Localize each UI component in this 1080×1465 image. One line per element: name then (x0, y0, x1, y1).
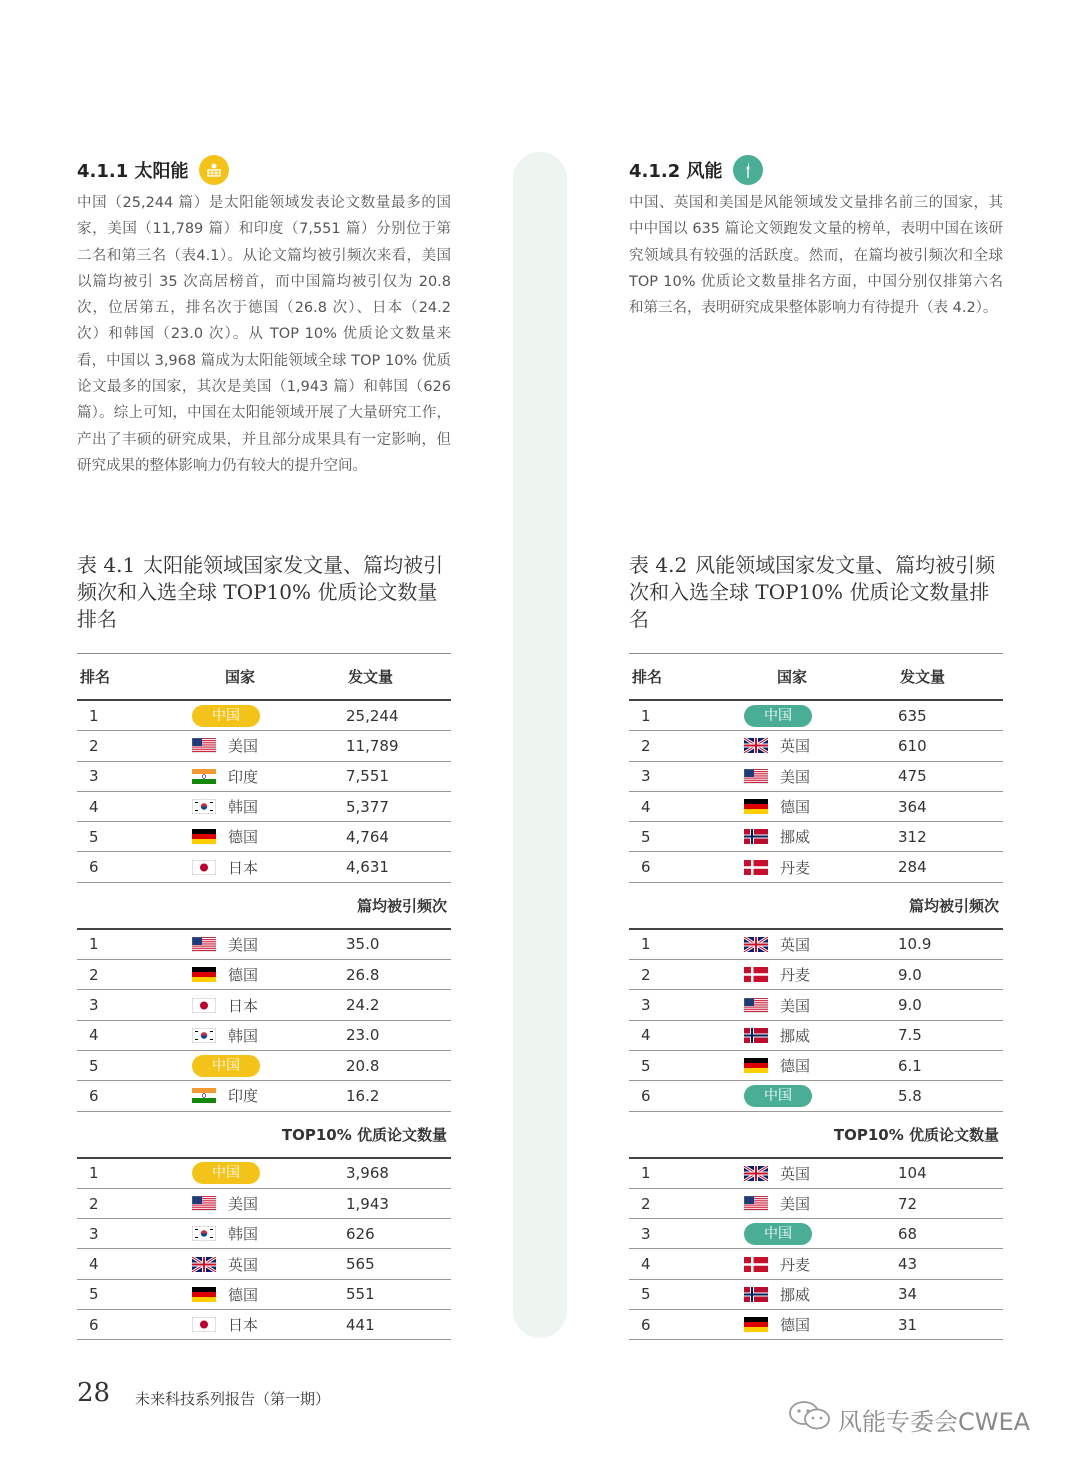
table-row (77, 1280, 451, 1310)
country-cell (192, 1025, 332, 1046)
group-header: TOP10% 优质论文数量 (77, 1112, 451, 1159)
table-header (629, 653, 1003, 701)
value-cell: 7,551 (346, 767, 389, 786)
country-cell (192, 1314, 332, 1335)
flag-de-icon (192, 829, 216, 844)
table-row (629, 1310, 1003, 1340)
country-name: 美国 (228, 737, 259, 756)
country-name: 挪威 (780, 1026, 811, 1045)
table-row (629, 990, 1003, 1020)
header-count: 发文量 (347, 668, 393, 686)
flag-kr-icon (192, 1028, 216, 1043)
country-cell (744, 705, 884, 727)
country-name: 日本 (228, 996, 259, 1015)
flag-kr-icon (192, 1226, 216, 1241)
value-cell: 284 (898, 858, 927, 877)
flag-no-icon (744, 829, 768, 844)
country-name: 英国 (780, 737, 811, 756)
rank-cell: 4 (89, 1255, 99, 1274)
rank-cell: 6 (641, 1315, 651, 1334)
table-row (629, 1051, 1003, 1081)
value-cell: 26.8 (346, 965, 380, 984)
section-title: 4.1.1 太阳能 (77, 161, 189, 182)
flag-de-icon (744, 1058, 768, 1073)
rank-cell: 3 (89, 996, 99, 1015)
rank-cell: 3 (641, 996, 651, 1015)
country-cell (744, 826, 884, 847)
table-row (629, 701, 1003, 731)
solar-ranking-table (77, 653, 451, 1340)
country-name: 韩国 (228, 1225, 259, 1244)
country-cell (744, 1314, 884, 1335)
value-cell: 20.8 (346, 1056, 380, 1075)
country-name: 日本 (228, 1316, 259, 1335)
section-header (629, 150, 1003, 190)
rank-cell: 5 (89, 827, 99, 846)
table-row (77, 762, 451, 792)
country-name: 德国 (228, 828, 259, 847)
header-count: 发文量 (899, 668, 945, 686)
country-cell (192, 1085, 332, 1106)
country-name: 德国 (780, 1316, 811, 1335)
country-name: 美国 (780, 996, 811, 1015)
country-name: 德国 (228, 1285, 259, 1304)
table-row (629, 792, 1003, 822)
rank-cell: 3 (641, 767, 651, 786)
rank-cell: 6 (641, 858, 651, 877)
table-row (77, 1189, 451, 1219)
country-name: 德国 (228, 966, 259, 985)
value-cell: 35.0 (346, 935, 380, 954)
rank-cell: 1 (89, 935, 99, 954)
country-cell (192, 995, 332, 1016)
value-cell: 72 (898, 1194, 918, 1213)
flag-gb-icon (744, 937, 768, 952)
rank-cell: 1 (89, 1164, 99, 1183)
country-cell (192, 1193, 332, 1214)
flag-us-icon (192, 937, 216, 952)
country-cell (192, 766, 332, 787)
value-cell: 4,764 (346, 827, 389, 846)
country-name: 美国 (228, 1195, 259, 1213)
value-cell: 24.2 (346, 996, 380, 1015)
table-row (629, 1280, 1003, 1310)
country-cell (192, 964, 332, 985)
value-cell: 25,244 (346, 706, 399, 725)
rank-cell: 6 (89, 858, 99, 877)
rank-cell: 2 (641, 736, 651, 755)
table-title: 太阳能领域国家发文量、篇均被引频次和入选全球 TOP10% 优质论文数量排名 (77, 553, 444, 631)
country-cell (744, 735, 884, 756)
country-cell (744, 1163, 884, 1184)
table-row (77, 701, 451, 731)
value-cell: 610 (898, 736, 927, 755)
country-name: 美国 (780, 1195, 811, 1213)
value-cell: 5,377 (346, 797, 389, 816)
rank-cell: 2 (641, 1194, 651, 1213)
rank-cell: 6 (89, 1315, 99, 1334)
rank-cell: 3 (89, 1224, 99, 1243)
value-cell: 441 (346, 1315, 375, 1334)
wind-turbine-icon (733, 155, 763, 185)
value-cell: 7.5 (898, 1026, 922, 1045)
wind-section (629, 150, 1003, 336)
header-rank: 排名 (80, 668, 111, 686)
table-row (77, 930, 451, 960)
watermark-text: 风能专委会CWEA (838, 1407, 1031, 1436)
table-row (629, 1249, 1003, 1279)
group-header: 篇均被引频次 (77, 883, 451, 930)
country-cell (744, 1193, 884, 1214)
country-highlight-cn: 中国 (744, 1223, 812, 1245)
rank-cell: 5 (641, 1285, 651, 1304)
value-cell: 5.8 (898, 1086, 922, 1105)
value-cell: 364 (898, 797, 927, 816)
value-cell: 4,631 (346, 858, 389, 877)
country-name: 丹麦 (780, 858, 811, 877)
page-number: 28 (77, 1378, 111, 1408)
table-row (77, 960, 451, 990)
rank-cell: 5 (641, 1056, 651, 1075)
value-cell: 11,789 (346, 736, 399, 755)
table-row (77, 792, 451, 822)
country-cell (192, 1055, 332, 1077)
value-cell: 43 (898, 1255, 918, 1274)
flag-de-icon (192, 1287, 216, 1302)
country-name: 英国 (228, 1255, 259, 1274)
rank-cell: 4 (89, 1026, 99, 1045)
table-row (77, 1051, 451, 1081)
flag-dk-icon (744, 967, 768, 982)
country-cell (192, 934, 332, 955)
watermark (788, 1400, 1030, 1438)
table-row (629, 1159, 1003, 1189)
flag-de-icon (744, 1317, 768, 1332)
value-cell: 68 (898, 1224, 918, 1243)
flag-de-icon (192, 967, 216, 982)
country-name: 德国 (780, 798, 811, 817)
table-row (77, 990, 451, 1020)
country-highlight-cn: 中国 (192, 1162, 260, 1184)
country-cell (744, 766, 884, 787)
country-name: 丹麦 (780, 966, 811, 985)
table-row (77, 1249, 451, 1279)
value-cell: 1,943 (346, 1194, 389, 1213)
country-name: 印度 (228, 767, 259, 786)
value-cell: 475 (898, 767, 927, 786)
value-cell: 34 (898, 1285, 918, 1304)
value-cell: 31 (898, 1315, 918, 1334)
table-row (77, 1081, 451, 1111)
flag-gb-icon (192, 1257, 216, 1272)
wechat-icon (788, 1400, 832, 1438)
table-row (629, 960, 1003, 990)
section-body: 中国、英国和美国是风能领域发文量排名前三的国家，其中中国以 635 篇论文领跑发文量的榜单，表明中国在该研究领域具有较强的活跃度。然而，在篇均被引频次和全球 TOP 10% 优质论文数量排名方面，中国分别仅排第六名和第三名，表明研究成果整体影响力有待提升（表 4.2）。 (629, 195, 1003, 317)
rank-cell: 4 (641, 797, 651, 816)
table-row (629, 762, 1003, 792)
table-number: 表 4.1 (77, 553, 136, 577)
value-cell: 16.2 (346, 1086, 380, 1105)
rank-cell: 4 (641, 1255, 651, 1274)
rank-cell: 1 (641, 935, 651, 954)
value-cell: 104 (898, 1164, 927, 1183)
country-name: 韩国 (228, 1026, 259, 1045)
value-cell: 9.0 (898, 996, 922, 1015)
table-row (629, 852, 1003, 882)
table-row (77, 1310, 451, 1340)
country-cell (192, 796, 332, 817)
rank-cell: 2 (89, 965, 99, 984)
flag-us-icon (744, 769, 768, 784)
country-cell (744, 796, 884, 817)
value-cell: 23.0 (346, 1026, 380, 1045)
value-cell: 3,968 (346, 1164, 389, 1183)
solar-panel-icon (199, 155, 229, 185)
report-title: 未来科技系列报告（第一期） (135, 1390, 331, 1408)
rank-cell: 5 (89, 1056, 99, 1075)
value-cell: 10.9 (898, 935, 932, 954)
country-cell (744, 1025, 884, 1046)
flag-us-icon (744, 1196, 768, 1211)
section-body: 中国（25,244 篇）是太阳能领域发表论文数量最多的国家，美国（11,789 篇）和印度（7,551 篇）分别位于第二名和第三名（表4.1）。从论文篇均被引频次来看，美国以篇均被引 35 次高居榜首，而中国篇均被引仅为 20.8 次，位居第五，排名次于德国（26.8 次）、日本（24.2 次）和韩国（23.0 次）。从 TOP 10% 优质论文数量来看，中国以 3,968 篇成为太阳能领域全球 TOP 10% 优质论文最多的国家，其次是美国（1,943 篇）和韩国（626 篇）。综上可知，中国在太阳能领域开展了大量研究工作，产出了丰硕的研究成果，并且部分成果具有一定影响，但研究成果的整体影响力仍有较大的提升空间。 (77, 195, 451, 474)
country-cell (744, 995, 884, 1016)
country-cell (192, 705, 332, 727)
country-cell (744, 1223, 884, 1245)
flag-gb-icon (744, 1166, 768, 1181)
table-row (629, 822, 1003, 852)
table-row (629, 731, 1003, 761)
country-highlight-cn: 中国 (744, 1085, 812, 1107)
country-cell (744, 1085, 884, 1107)
flag-kr-icon (192, 799, 216, 814)
value-cell: 635 (898, 706, 927, 725)
table-caption (629, 552, 1003, 633)
value-cell: 312 (898, 827, 927, 846)
country-name: 韩国 (228, 798, 259, 817)
table-row (629, 930, 1003, 960)
table-row (629, 1219, 1003, 1249)
rank-cell: 4 (89, 797, 99, 816)
flag-gb-icon (744, 738, 768, 753)
table-row (77, 731, 451, 761)
table-number: 表 4.2 (629, 553, 688, 577)
group-header: TOP10% 优质论文数量 (629, 1112, 1003, 1159)
value-cell: 6.1 (898, 1056, 922, 1075)
wind-ranking-table (629, 653, 1003, 1340)
country-name: 美国 (780, 767, 811, 786)
country-name: 德国 (780, 1057, 811, 1076)
country-cell (744, 1055, 884, 1076)
rank-cell: 2 (89, 736, 99, 755)
country-cell (744, 964, 884, 985)
flag-jp-icon (192, 998, 216, 1013)
table-row (77, 852, 451, 882)
table-header (77, 653, 451, 701)
header-country: 国家 (776, 668, 807, 686)
country-cell (192, 735, 332, 756)
solar-section (77, 150, 451, 494)
rank-cell: 5 (641, 827, 651, 846)
table-row (629, 1021, 1003, 1051)
flag-de-icon (744, 799, 768, 814)
header-country: 国家 (224, 668, 255, 686)
country-name: 英国 (780, 935, 811, 954)
rank-cell: 2 (89, 1194, 99, 1213)
country-cell (192, 857, 332, 878)
section-title: 4.1.2 风能 (629, 161, 723, 182)
column-divider (513, 152, 567, 1338)
flag-no-icon (744, 1287, 768, 1302)
value-cell: 626 (346, 1224, 375, 1243)
country-name: 丹麦 (780, 1255, 811, 1274)
rank-cell: 6 (641, 1086, 651, 1105)
group-header: 篇均被引频次 (629, 883, 1003, 930)
flag-dk-icon (744, 860, 768, 875)
table-caption (77, 552, 451, 633)
country-name: 挪威 (780, 828, 811, 847)
country-cell (744, 1254, 884, 1275)
rank-cell: 1 (641, 706, 651, 725)
flag-us-icon (192, 1196, 216, 1211)
table-row (77, 1219, 451, 1249)
flag-in-icon (192, 1088, 216, 1103)
table-row (629, 1081, 1003, 1111)
country-cell (744, 857, 884, 878)
rank-cell: 5 (89, 1285, 99, 1304)
country-cell (744, 934, 884, 955)
flag-us-icon (192, 738, 216, 753)
flag-dk-icon (744, 1257, 768, 1272)
country-highlight-cn: 中国 (744, 705, 812, 727)
flag-us-icon (744, 998, 768, 1013)
country-cell (192, 826, 332, 847)
table-row (77, 1021, 451, 1051)
value-cell: 565 (346, 1255, 375, 1274)
rank-cell: 6 (89, 1086, 99, 1105)
rank-cell: 4 (641, 1026, 651, 1045)
value-cell: 9.0 (898, 965, 922, 984)
table-row (77, 822, 451, 852)
country-name: 美国 (228, 935, 259, 954)
country-cell (192, 1223, 332, 1244)
flag-no-icon (744, 1028, 768, 1043)
rank-cell: 1 (89, 706, 99, 725)
rank-cell: 3 (641, 1224, 651, 1243)
flag-in-icon (192, 769, 216, 784)
country-name: 印度 (228, 1087, 259, 1106)
table-title: 风能领域国家发文量、篇均被引频次和入选全球 TOP10% 优质论文数量排名 (629, 553, 996, 631)
country-name: 日本 (228, 858, 259, 877)
header-rank: 排名 (632, 668, 663, 686)
section-header (77, 150, 451, 190)
table-row (77, 1159, 451, 1189)
country-highlight-cn: 中国 (192, 705, 260, 727)
flag-jp-icon (192, 860, 216, 875)
rank-cell: 3 (89, 767, 99, 786)
table-row (629, 1189, 1003, 1219)
country-name: 挪威 (780, 1285, 811, 1304)
flag-jp-icon (192, 1317, 216, 1332)
rank-cell: 1 (641, 1164, 651, 1183)
country-cell (192, 1284, 332, 1305)
country-cell (744, 1284, 884, 1305)
country-cell (192, 1254, 332, 1275)
country-cell (192, 1162, 332, 1184)
rank-cell: 2 (641, 965, 651, 984)
country-highlight-cn: 中国 (192, 1055, 260, 1077)
value-cell: 551 (346, 1285, 375, 1304)
country-name: 英国 (780, 1164, 811, 1183)
